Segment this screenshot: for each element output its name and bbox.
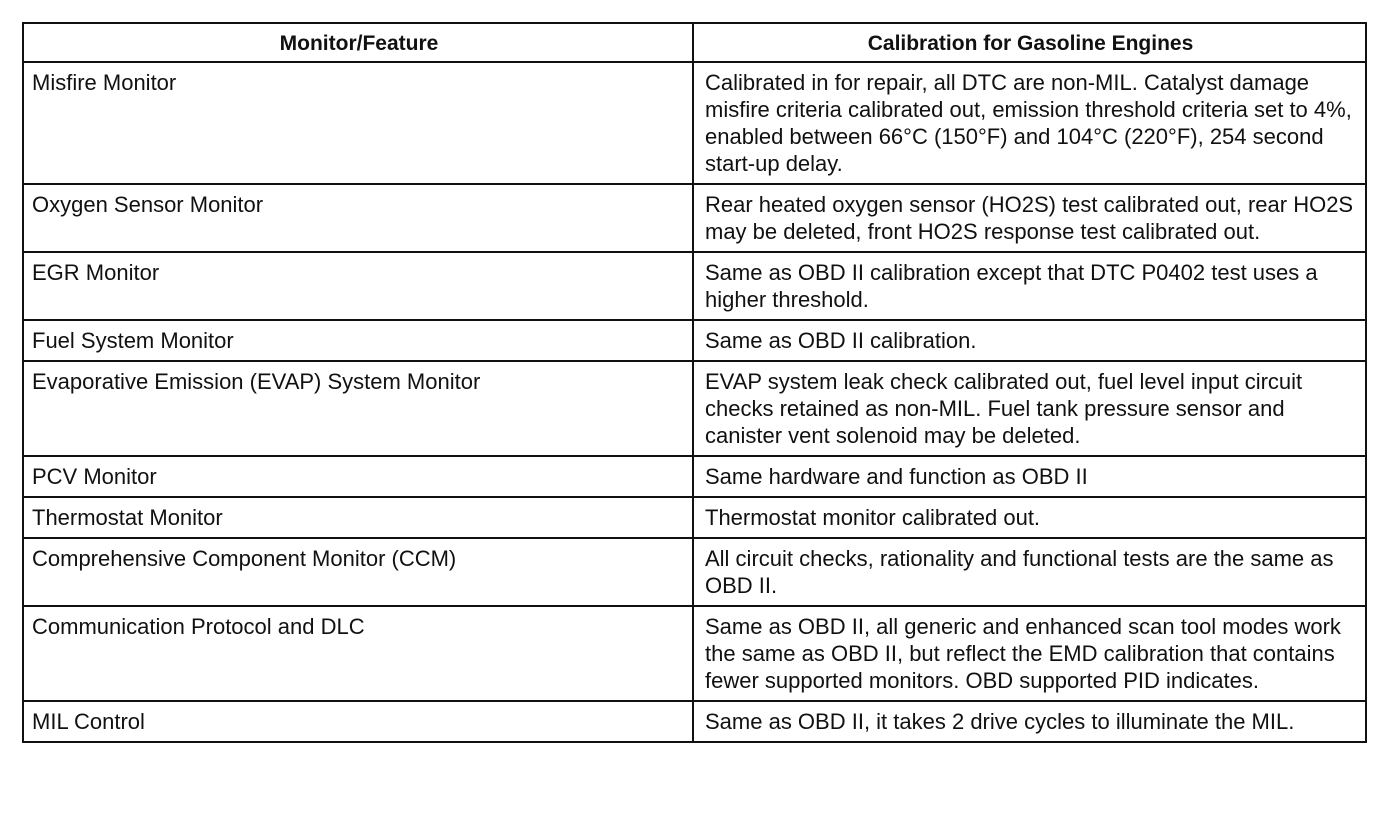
calibration-table <box>22 22 1367 743</box>
calibration-cell: All circuit checks, rationality and functional tests are the same as OBD II. <box>693 538 1366 606</box>
calibration-cell: Thermostat monitor calibrated out. <box>693 497 1366 538</box>
calibration-cell: Same as OBD II, it takes 2 drive cycles to illuminate the MIL. <box>693 701 1366 742</box>
calibration-cell: Rear heated oxygen sensor (HO2S) test calibrated out, rear HO2S may be deleted, front HO2S response test calibrated out. <box>693 184 1366 252</box>
table-row <box>23 497 1366 538</box>
table-row <box>23 538 1366 606</box>
column-header-feature: Monitor/Feature <box>23 23 693 62</box>
calibration-cell: Same as OBD II calibration except that DTC P0402 test uses a higher threshold. <box>693 252 1366 320</box>
feature-cell: PCV Monitor <box>23 456 693 497</box>
feature-cell: Oxygen Sensor Monitor <box>23 184 693 252</box>
feature-cell: MIL Control <box>23 701 693 742</box>
feature-cell: Communication Protocol and DLC <box>23 606 693 701</box>
table-row <box>23 252 1366 320</box>
calibration-cell: Same hardware and function as OBD II <box>693 456 1366 497</box>
column-header-calibration: Calibration for Gasoline Engines <box>693 23 1366 62</box>
table-row <box>23 361 1366 456</box>
feature-cell: Fuel System Monitor <box>23 320 693 361</box>
table-row <box>23 184 1366 252</box>
feature-cell: Evaporative Emission (EVAP) System Monitor <box>23 361 693 456</box>
feature-cell: Comprehensive Component Monitor (CCM) <box>23 538 693 606</box>
table-row <box>23 320 1366 361</box>
table-header-row <box>23 23 1366 62</box>
feature-cell: EGR Monitor <box>23 252 693 320</box>
calibration-cell: Same as OBD II, all generic and enhanced scan tool modes work the same as OBD II, but reflect the EMD calibration that contains fewer supported monitors. OBD supported PID indicates. <box>693 606 1366 701</box>
table-row <box>23 456 1366 497</box>
table-row <box>23 62 1366 184</box>
calibration-cell: Same as OBD II calibration. <box>693 320 1366 361</box>
calibration-cell: Calibrated in for repair, all DTC are non-MIL. Catalyst damage misfire criteria calibrated out, emission threshold criteria set to 4%, enabled between 66°C (150°F) and 104°C (220°F), 254 second start-up delay. <box>693 62 1366 184</box>
table-row <box>23 701 1366 742</box>
calibration-cell: EVAP system leak check calibrated out, fuel level input circuit checks retained as non-MIL. Fuel tank pressure sensor and canister vent solenoid may be deleted. <box>693 361 1366 456</box>
feature-cell: Misfire Monitor <box>23 62 693 184</box>
feature-cell: Thermostat Monitor <box>23 497 693 538</box>
table-row <box>23 606 1366 701</box>
